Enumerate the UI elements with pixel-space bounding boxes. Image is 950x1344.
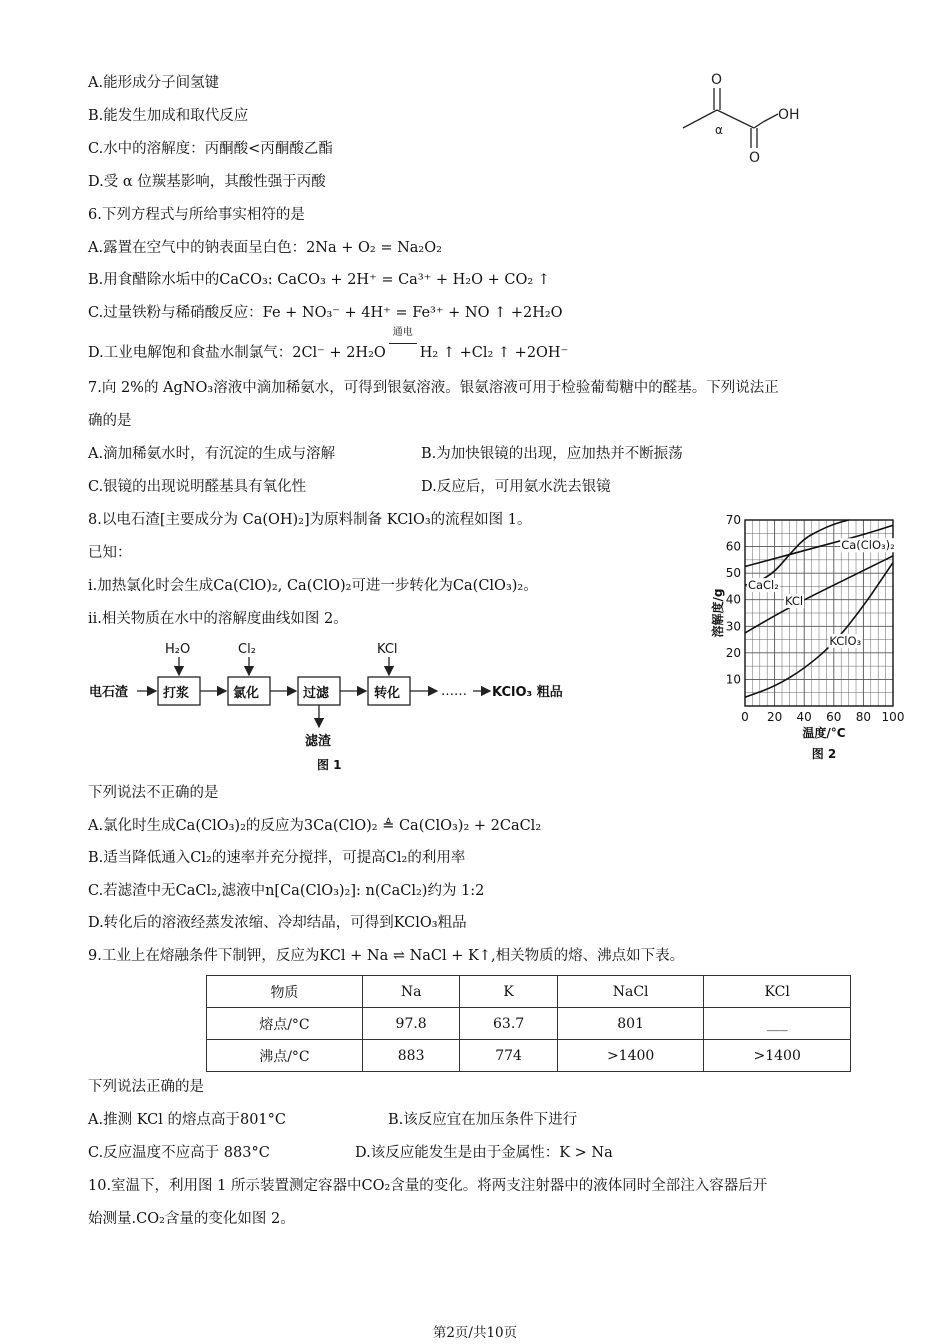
x-tick-label: 40: [796, 710, 812, 724]
q5-option-d: D.受 α 位羰基影响，其酸性强于丙酸: [88, 174, 326, 190]
oh-label: OH: [778, 107, 800, 123]
y-tick-label: 40: [725, 592, 741, 607]
q9-option-a: A.推测 KCl 的熔点高于801°C: [88, 1112, 286, 1128]
q8-known: 已知：: [88, 545, 132, 561]
q8-ask: 下列说法不正确的是: [88, 785, 219, 801]
y-tick-label: 50: [725, 566, 741, 581]
x-tick-label: 80: [855, 710, 872, 724]
x-tick-label: 60: [826, 710, 842, 724]
table-cell: 883: [362, 1040, 459, 1072]
flow-input-kcl: KCl: [377, 642, 398, 657]
flow-step-filtration: 过滤: [303, 686, 330, 701]
q9-stem: 9.工业上在熔融条件下制钾，反应为KCl + Na ⇌ NaCl + K↑,相关物质的熔、沸点如下表。: [88, 948, 685, 964]
q6-option-a: A.露置在空气中的钠表面呈白色：2Na + O₂ = Na₂O₂: [88, 240, 442, 256]
table-header-cell: Na: [362, 976, 459, 1008]
flow-residue: 滤渣: [305, 734, 332, 749]
q8-option-a: A.氯化时生成Ca(ClO₃)₂的反应为3Ca(ClO)₂ ≜ Ca(ClO₃)₂ + 2CaCl₂: [88, 818, 542, 834]
electrolysis-label: 通电: [392, 327, 413, 338]
x-tick-label: 100: [881, 710, 905, 724]
pyruvic-acid-structure: [675, 70, 835, 170]
alpha-label: α: [715, 123, 723, 137]
q7-option-c: C.银镜的出现说明醛基具有氧化性: [88, 479, 307, 495]
q10-stem-line1: 10.室温下，利用图 1 所示装置测定容器中CO₂含量的变化。将两支注射器中的液体同时全部注入容器后开: [88, 1178, 768, 1194]
q10-stem-line2: 始测量.CO₂含量的变化如图 2。: [88, 1211, 295, 1227]
solubility-chart: [710, 508, 910, 768]
flow-product: KClO₃ 粗品: [492, 685, 563, 700]
table-cell: 沸点/°C: [207, 1040, 363, 1072]
flow-step-pulping: 打浆: [163, 686, 190, 701]
o-bottom-label: O: [749, 150, 761, 166]
table-header-row: [207, 976, 851, 1008]
series-label: Ca(ClO₃)₂: [841, 538, 895, 553]
x-tick-label: 0: [741, 710, 749, 724]
series-label: CaCl₂: [747, 578, 779, 593]
q8-option-b: B.适当降低通入Cl₂的速率并充分搅拌，可提高Cl₂的利用率: [88, 850, 466, 866]
flow-ellipsis: ……: [441, 684, 467, 699]
q8-option-d: D.转化后的溶液经蒸发浓缩、冷却结晶，可得到KClO₃粗品: [88, 915, 467, 931]
table-cell: 801: [557, 1008, 704, 1040]
q6-option-c: C.过量铁粉与稀硝酸反应：Fe + NO₃⁻ + 4H⁺ = Fe³⁺ + NO ↑ +2H₂O: [88, 305, 563, 321]
y-tick-label: 70: [725, 513, 741, 527]
q7-option-b: B.为加快银镜的出现，应加热并不断振荡: [421, 446, 683, 462]
table-cell: 熔点/°C: [207, 1008, 363, 1040]
table-cell: >1400: [704, 1040, 851, 1072]
table-cell: 774: [460, 1040, 557, 1072]
flow-step-conversion: 转化: [374, 686, 401, 701]
q6-stem: 6.下列方程式与所给事实相符的是: [88, 207, 305, 223]
flow-start: 电石渣: [89, 685, 129, 700]
q5-option-c: C.水中的溶解度：丙酮酸<丙酮酸乙酯: [88, 141, 333, 157]
y-tick-label: 60: [725, 539, 741, 554]
table-header-cell: 物质: [207, 976, 363, 1008]
figure2-caption: 图 2: [811, 747, 837, 761]
table-cell: 97.8: [362, 1008, 459, 1040]
q6-option-d: [88, 327, 569, 363]
q9-option-c: C.反应温度不应高于 883°C: [88, 1145, 270, 1161]
q6d-left: D.工业电解饱和食盐水制氯气：2Cl⁻ + 2H₂O: [88, 345, 386, 361]
series-label: KClO₃: [829, 633, 862, 648]
page-footer: 第2页/共10页: [432, 1325, 518, 1341]
q8-known-ii: ii.相关物质在水中的溶解度曲线如图 2。: [88, 611, 348, 627]
table-cell: >1400: [557, 1040, 704, 1072]
q7-stem-line2: 确的是: [88, 413, 132, 429]
q7-option-d: D.反应后，可用氨水洗去银镜: [421, 479, 611, 495]
table-cell: 63.7: [460, 1008, 557, 1040]
q8-option-c: C.若滤渣中无CaCl₂,滤液中n[Ca(ClO₃)₂]: n(CaCl₂)约为 1:2: [88, 883, 485, 899]
q9-ask: 下列说法正确的是: [88, 1079, 204, 1095]
table-header-cell: KCl: [704, 976, 851, 1008]
figure1-caption: 图 1: [317, 758, 342, 772]
x-tick-label: 20: [766, 710, 783, 724]
flow-input-water: H₂O: [165, 642, 191, 657]
q8-stem: 8.以电石渣[主要成分为 Ca(OH)₂]为原料制备 KClO₃的流程如图 1。: [88, 512, 532, 528]
y-tick-label: 30: [725, 619, 741, 634]
series-label: KCl: [784, 594, 804, 609]
table-row: [207, 1040, 851, 1072]
q6d-right: H₂ ↑ +Cl₂ ↑ +2OH⁻: [419, 345, 569, 361]
q5-option-b: B.能发生加成和取代反应: [88, 108, 249, 124]
q9-option-d: D.该反应能发生是由于金属性：K > Na: [355, 1145, 613, 1161]
o-top-label: O: [711, 72, 723, 88]
y-tick-label: 20: [725, 645, 741, 660]
table-header-cell: NaCl: [557, 976, 704, 1008]
x-axis-label: 温度/°C: [802, 726, 846, 740]
y-axis-label: 溶解度/g: [711, 588, 725, 638]
y-tick-label: 10: [725, 672, 741, 687]
flow-step-chlorination: 氯化: [233, 686, 260, 701]
table-row: [207, 1008, 851, 1040]
melting-boiling-table: [206, 975, 851, 1072]
q7-stem-line1: 7.向 2%的 AgNO₃溶液中滴加稀氨水，可得到银氨溶液。银氨溶液可用于检验葡萄糖中的醛基。下列说法正: [88, 380, 779, 396]
process-flowchart: [85, 635, 585, 775]
table-cell: ___: [704, 1008, 851, 1040]
q7-option-a: A.滴加稀氨水时，有沉淀的生成与溶解: [88, 446, 336, 462]
q8-known-i: i.加热氯化时会生成Ca(ClO)₂, Ca(ClO)₂可进一步转化为Ca(ClO₃)₂。: [88, 578, 538, 594]
electrolysis-condition: [389, 327, 417, 358]
q6-option-b: B.用食醋除水垢中的CaCO₃: CaCO₃ + 2H⁺ = Ca³⁺ + H₂O + CO₂ ↑: [88, 272, 550, 288]
q5-option-a: A.能形成分子间氢键: [88, 75, 220, 91]
flow-input-chlorine: Cl₂: [238, 642, 256, 657]
q9-option-b: B.该反应宜在加压条件下进行: [388, 1112, 578, 1128]
table-header-cell: K: [460, 976, 557, 1008]
